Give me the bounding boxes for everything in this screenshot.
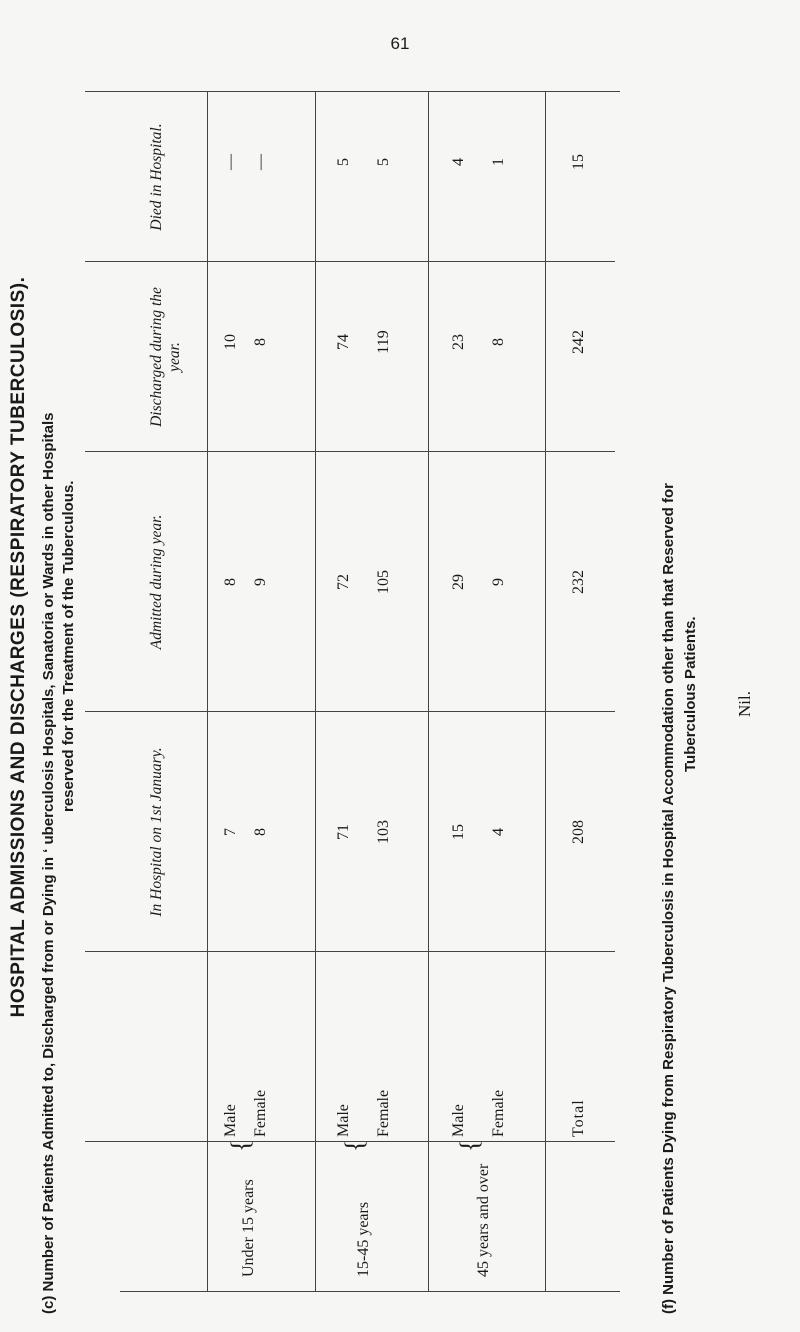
col-divider-5 [85, 261, 615, 262]
cell: 23 [450, 334, 467, 350]
cell: 119 [375, 330, 392, 354]
cell: 74 [335, 334, 352, 350]
cell: 8 [490, 338, 507, 346]
col-divider-3 [85, 711, 615, 712]
section-f-caption-line2: Tuberculous Patients. [682, 616, 699, 772]
cell: 71 [335, 824, 352, 840]
group-label-under-15: Under 15 years [240, 1179, 257, 1277]
row-label-15-45-female: Female [375, 1089, 392, 1137]
row-divider-under15 [315, 92, 316, 1292]
row-label-45-male: Male [450, 1104, 467, 1137]
brace-45-over: { [455, 1139, 484, 1152]
brace-15-45: { [340, 1139, 369, 1152]
col-header-4: Died in Hospital. [148, 123, 165, 231]
cell: 15 [450, 824, 467, 840]
group-label-45-over: 45 years and over [475, 1163, 492, 1277]
total-label: Total [570, 1099, 587, 1137]
col-header-2: Admitted during year. [148, 514, 165, 650]
col-header-1-line1: In Hospital on 1st January. [148, 747, 165, 917]
section-f-value: Nil. [735, 691, 754, 717]
col-divider-2 [85, 951, 615, 952]
row-divider-45-over [545, 92, 546, 1292]
cell: 5 [375, 158, 392, 166]
section-c-caption-line2: reserved for the Treatment of the Tuberculous. [60, 480, 77, 812]
group-label-15-45: 15-45 years [355, 1201, 372, 1277]
row-label-under15-male: Male [222, 1104, 239, 1137]
cell: 72 [335, 574, 352, 590]
row-divider-15-45 [428, 92, 429, 1292]
cell: 8 [222, 578, 239, 586]
cell: 8 [252, 828, 269, 836]
cell: 5 [335, 158, 352, 166]
section-c-caption-line1: (c) Number of Patients Admitted to, Discharged from or Dying in ‘ uberculosis Hospitals, Sanatoria or Wards in other Hospitals [40, 412, 57, 1314]
page-number: 61 [390, 34, 410, 53]
cell: 8 [252, 338, 269, 346]
cell: 15 [570, 154, 587, 170]
cell: 208 [570, 820, 587, 844]
cell: 242 [570, 330, 587, 354]
col-divider-4 [85, 451, 615, 452]
cell: 9 [490, 578, 507, 586]
cell: 4 [490, 828, 507, 836]
cell: — [222, 154, 239, 170]
col-header-3: Discharged during the year. [148, 287, 183, 427]
page-title: HOSPITAL ADMISSIONS AND DISCHARGES (RESPIRATORY TUBERCULOSIS). [8, 276, 29, 1018]
row-label-45-female: Female [490, 1089, 507, 1137]
cell: 7 [222, 828, 239, 836]
cell: 103 [375, 820, 392, 844]
cell: 1 [490, 158, 507, 166]
cell: 29 [450, 574, 467, 590]
cell: 232 [570, 570, 587, 594]
cell: — [252, 154, 269, 170]
cell: 4 [450, 158, 467, 166]
table-top-border [85, 91, 620, 92]
header-divider [207, 92, 208, 1292]
cell: 10 [222, 334, 239, 350]
section-f-caption-line1: (f) Number of Patients Dying from Respiratory Tuberculosis in Hospital Accommodation other than that Reserved for [660, 483, 677, 1314]
row-label-15-45-male: Male [335, 1104, 352, 1137]
cell: 105 [375, 570, 392, 594]
brace-under-15: { [226, 1139, 255, 1152]
cell: 9 [252, 578, 269, 586]
row-label-under15-female: Female [252, 1089, 269, 1137]
